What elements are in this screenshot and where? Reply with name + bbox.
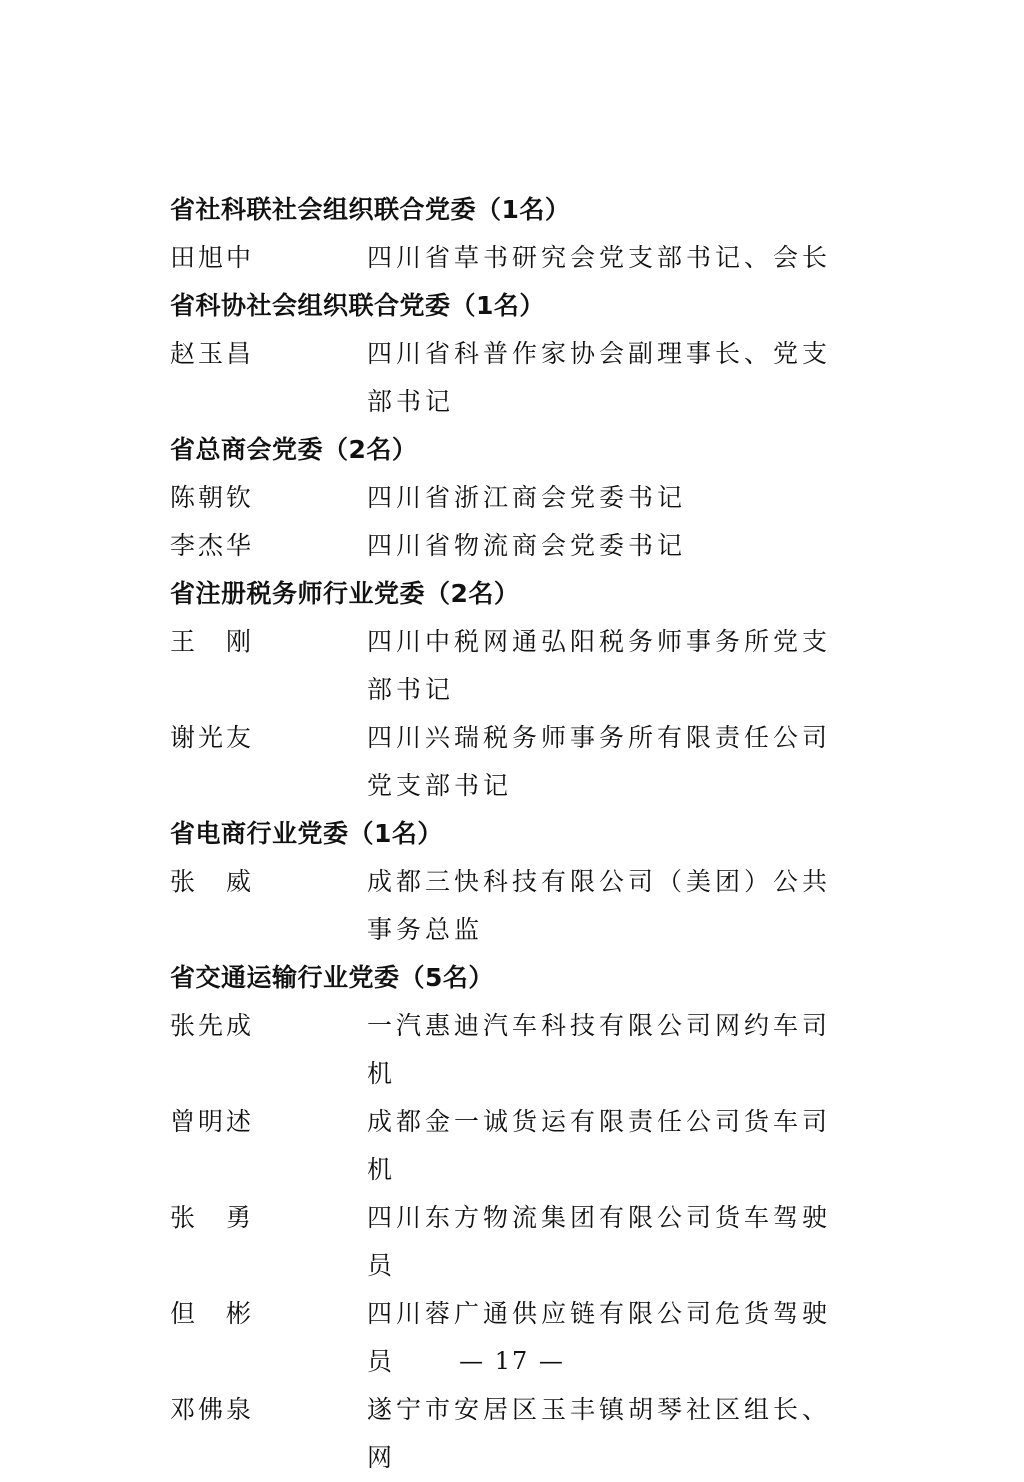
member-name: 田旭中 [170, 243, 255, 272]
member-row [170, 330, 870, 426]
member-row [170, 858, 870, 954]
section-title: 省总商会党委（2名） [170, 435, 418, 464]
member-name: 陈朝钦 [170, 483, 255, 512]
section-kexie [170, 282, 870, 426]
member-role: 一汽惠迪汽车科技有限公司网约车司机 [367, 1011, 832, 1088]
member-name: 王 刚 [170, 627, 255, 656]
section-zongshanghui [170, 426, 870, 570]
member-row [170, 522, 870, 570]
member-row [170, 618, 870, 714]
section-jiaotong [170, 954, 870, 1482]
section-title: 省交通运输行业党委（5名） [170, 963, 494, 992]
section-title: 省社科联社会组织联合党委（1名） [170, 195, 571, 224]
page-number: — 17 — [459, 1347, 565, 1375]
member-role: 四川省物流商会党委书记 [367, 531, 687, 560]
member-name: 曾明述 [170, 1107, 255, 1136]
member-row [170, 474, 870, 522]
member-role: 四川中税网通弘阳税务师事务所党支部书记 [367, 627, 832, 704]
member-role: 遂宁市安居区玉丰镇胡琴社区组长、网 [367, 1395, 832, 1472]
member-role: 四川东方物流集团有限公司货车驾驶员 [367, 1203, 832, 1280]
member-name: 但 彬 [170, 1299, 255, 1328]
member-row [170, 714, 870, 810]
member-row [170, 1386, 870, 1482]
member-role: 四川省科普作家协会副理事长、党支部书记 [367, 339, 832, 416]
member-name: 张 勇 [170, 1203, 255, 1232]
section-dianshang [170, 810, 870, 954]
member-role: 四川省草书研究会党支部书记、会长 [367, 243, 832, 272]
member-role: 四川省浙江商会党委书记 [367, 483, 687, 512]
section-shekelian [170, 186, 870, 282]
member-role: 四川蓉广通供应链有限公司危货驾驶员 [367, 1299, 832, 1376]
member-role: 四川兴瑞税务师事务所有限责任公司党支部书记 [367, 723, 832, 800]
section-title: 省电商行业党委（1名） [170, 819, 443, 848]
member-row [170, 1194, 870, 1290]
member-role: 成都三快科技有限公司（美团）公共事务总监 [367, 867, 832, 944]
member-row [170, 1002, 870, 1098]
section-title: 省注册税务师行业党委（2名） [170, 579, 520, 608]
section-title: 省科协社会组织联合党委（1名） [170, 291, 545, 320]
member-name: 赵玉昌 [170, 339, 255, 368]
member-name: 邓佛泉 [170, 1395, 255, 1424]
document-body [170, 186, 870, 1482]
member-row [170, 1098, 870, 1194]
member-name: 李杰华 [170, 531, 255, 560]
member-name: 谢光友 [170, 723, 255, 752]
member-row [170, 234, 870, 282]
section-shuiwushi [170, 570, 870, 810]
member-name: 张 威 [170, 867, 255, 896]
member-role: 成都金一诚货运有限责任公司货车司机 [367, 1107, 832, 1184]
member-name: 张先成 [170, 1011, 255, 1040]
